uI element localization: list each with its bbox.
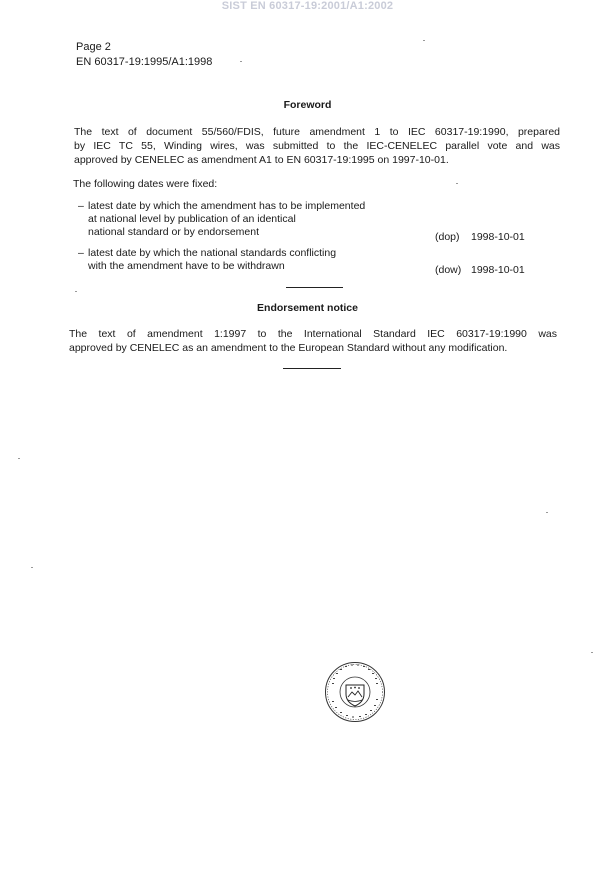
foreword-title: Foreword bbox=[283, 99, 332, 111]
scan-speck bbox=[456, 183, 458, 184]
date-item-line: national standard or by endorsement bbox=[88, 226, 260, 238]
endorsement-line-1: The text of amendment 1:1997 to the International Standard IEC 60317-19:1990 was bbox=[69, 328, 557, 340]
date-item-date: 1998-10-01 bbox=[471, 231, 525, 243]
end-divider bbox=[283, 368, 341, 369]
date-item-dash: – bbox=[78, 247, 84, 259]
foreword-line-2: by IEC TC 55, Winding wires, was submitted to the IEC-CENELEC parallel vote and was bbox=[74, 140, 560, 152]
date-item-abbr: (dop) bbox=[435, 231, 460, 243]
scan-speck bbox=[423, 40, 425, 41]
date-item-line: with the amendment have to be withdrawn bbox=[88, 260, 285, 272]
scan-speck bbox=[546, 512, 548, 513]
section-divider bbox=[286, 287, 343, 288]
document-watermark: SIST EN 60317-19:2001/A1:2002 bbox=[221, 0, 394, 12]
document-reference: EN 60317-19:1995/A1:1998 bbox=[76, 56, 213, 68]
foreword-line-1: The text of document 55/560/FDIS, future amendment 1 to IEC 60317-19:1990, prepared bbox=[74, 126, 560, 138]
scan-speck bbox=[31, 567, 33, 568]
dates-intro: The following dates were fixed: bbox=[73, 178, 218, 190]
scan-speck bbox=[591, 652, 593, 653]
date-item-date: 1998-10-01 bbox=[471, 264, 525, 276]
date-item-line: latest date by which the amendment has to be implemented bbox=[88, 200, 366, 212]
date-item-line: latest date by which the national standards conflicting bbox=[88, 247, 337, 259]
official-seal-stamp bbox=[324, 661, 386, 723]
foreword-line-3: approved by CENELEC as amendment A1 to EN 60317-19:1995 on 1997-10-01. bbox=[74, 154, 449, 166]
date-item-abbr: (dow) bbox=[435, 264, 462, 276]
endorsement-title: Endorsement notice bbox=[257, 302, 358, 314]
scan-speck bbox=[240, 61, 242, 62]
scan-speck bbox=[18, 458, 20, 459]
date-item-line: at national level by publication of an identical bbox=[88, 213, 296, 225]
page-number: Page 2 bbox=[76, 41, 111, 53]
scan-speck bbox=[75, 291, 77, 292]
endorsement-line-2: approved by CENELEC as an amendment to the European Standard without any modification. bbox=[69, 342, 508, 354]
date-item-dash: – bbox=[78, 200, 84, 212]
